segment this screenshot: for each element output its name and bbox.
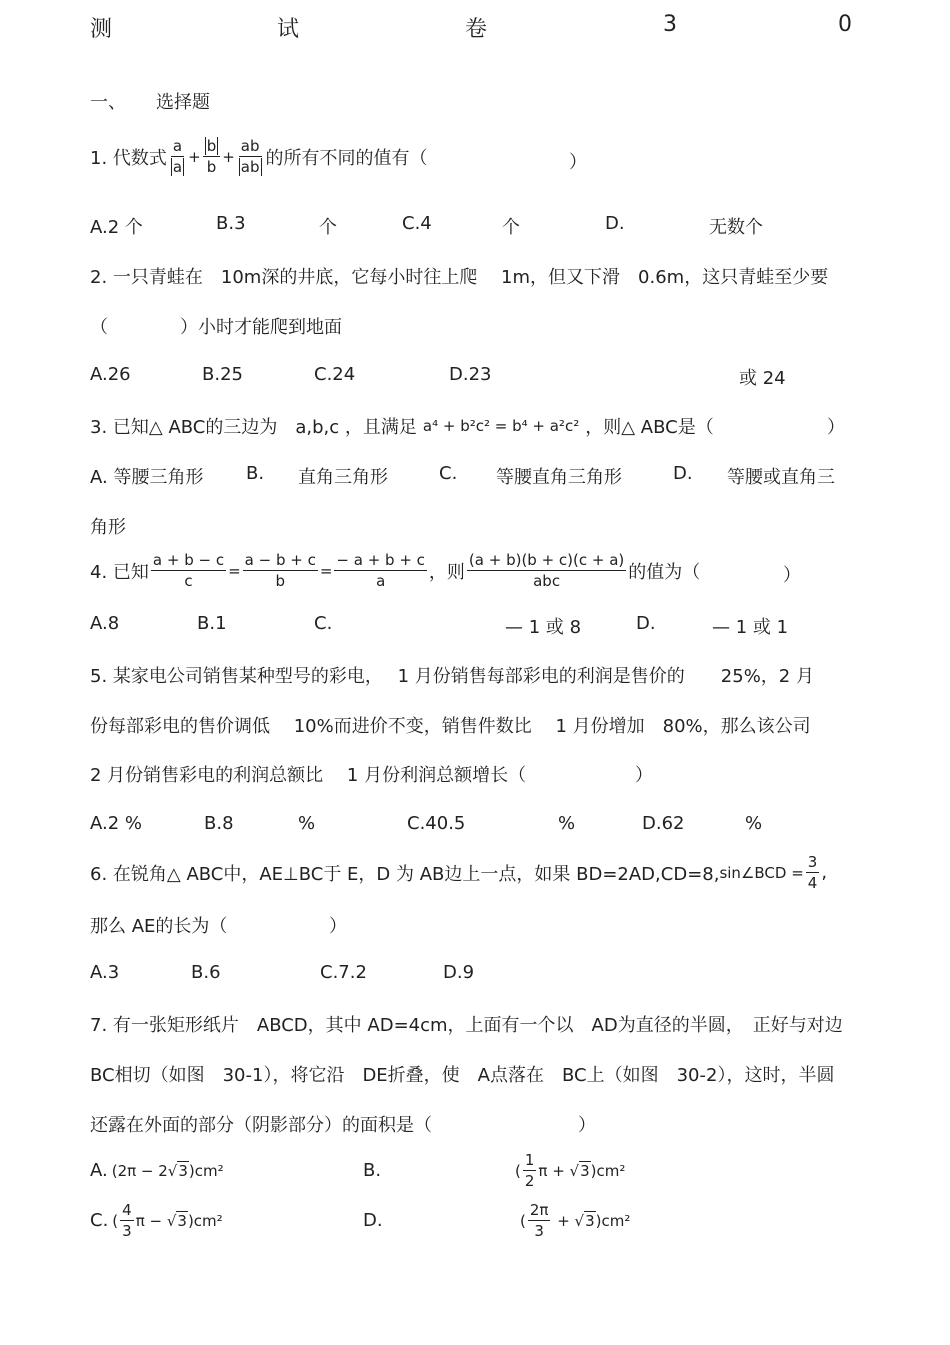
q7-option-b-f-num: 1 — [524, 1151, 535, 1169]
q1-f2-den: b — [206, 158, 217, 176]
q3-option-b-text: 直角三角形 — [298, 467, 388, 488]
q4-f4-den: abc — [533, 572, 561, 590]
q7-option-d-close: )cm² — [595, 1211, 631, 1230]
q7-line-2: BC相切（如图 30-1），将它沿 DE折叠，使 A点落在 BC上（如图 30-2），这时，半圆 — [90, 1065, 835, 1086]
q4-f2-num: a − b + c — [244, 551, 316, 569]
q7-option-b-open: ( — [515, 1161, 521, 1180]
q4-fraction-2 — [243, 550, 318, 591]
q5-close-paren: ） — [635, 765, 653, 786]
q3-suffix: ，则△ ABC是（ — [585, 417, 714, 438]
q7-option-d-open: ( — [520, 1211, 526, 1230]
q4-equals-1: = — [228, 561, 241, 580]
q6-option-a: A.3 — [90, 962, 120, 983]
q1-fraction-1 — [169, 136, 186, 177]
q2-option-a: A.26 — [90, 364, 131, 385]
q5-line-2: 份每部彩电的售价调低 10%而进价不变，销售件数比 1 月份增加 80%，那么该公司 — [90, 716, 811, 737]
question-1 — [90, 136, 428, 177]
q7-option-a-radicand: 3 — [178, 1162, 188, 1180]
q7-option-c-fraction — [120, 1200, 134, 1241]
q4-fraction-1 — [151, 550, 226, 591]
q4-option-d-text: — 1 或 1 — [712, 617, 789, 638]
q1-plus-2: + — [222, 147, 235, 166]
q7-option-c-label: C. — [90, 1210, 109, 1231]
q7-option-d-fraction — [528, 1200, 551, 1241]
q4-option-d: D. — [636, 613, 656, 634]
title-char-1: 测 — [90, 17, 113, 42]
q6-option-c: C.7.2 — [320, 962, 367, 983]
q6-f-num: 3 — [807, 853, 818, 871]
q5-option-b: B.8 — [204, 813, 234, 834]
q3-option-c: C. — [439, 463, 458, 484]
q1-f3-den: ab — [240, 158, 260, 176]
q2-option-b: B.25 — [202, 364, 243, 385]
section-heading: 选择题 — [156, 92, 210, 113]
q7-option-d-radicand: 3 — [585, 1212, 595, 1230]
q7-option-b-fraction — [523, 1150, 537, 1191]
q1-suffix: 的所有不同的值有（ — [265, 147, 428, 169]
q4-suffix: 的值为（ — [628, 561, 701, 583]
q4-option-c-text: — 1 或 8 — [505, 617, 582, 638]
q7-option-b: ( $\frac{1}{2}$ π + √ 3 )cm² — [515, 1151, 626, 1190]
q5-option-a: A.2 % — [90, 813, 142, 834]
q7-option-d-f-den: 3 — [534, 1222, 544, 1240]
q1-option-d-text: 无数个 — [709, 217, 763, 238]
q1-option-b: B.3 — [216, 213, 246, 234]
q7-option-a: A. (2π − 2 √ 3 )cm² — [90, 1160, 224, 1181]
q6-comma: , — [821, 862, 828, 883]
q3-prefix: 3. 已知△ ABC的三边为 a,b,c ，且满足 — [90, 417, 417, 438]
q4-f3-den: a — [376, 572, 386, 590]
q1-option-d: D. — [605, 213, 625, 234]
q3-option-c-text: 等腰直角三角形 — [496, 467, 622, 488]
q7-option-c-radicand: 3 — [177, 1212, 187, 1230]
q4-prefix: 4. 已知 — [90, 561, 149, 583]
q7-option-c-f-num: 4 — [122, 1201, 132, 1219]
q2-option-d-text: 或 24 — [739, 368, 786, 389]
q1-fraction-3 — [237, 136, 264, 177]
q1-option-b-unit: 个 — [319, 217, 337, 238]
q3-option-d: D. — [673, 463, 693, 484]
q4-f1-num: a + b − c — [152, 551, 225, 569]
q1-close-paren: ） — [569, 152, 587, 173]
q7-line-1: 7. 有一张矩形纸片 ABCD，其中 AD=4cm，上面有一个以 AD为直径的半圆， 正好与对边 — [90, 1015, 843, 1036]
q7-option-c: C. ( $\frac{4}{3}$ π − √ 3 )cm² — [90, 1201, 223, 1240]
q3-option-d-continued: 角形 — [90, 517, 126, 538]
q2-option-d: D.23 — [449, 364, 492, 385]
q1-f2-num: b — [206, 137, 217, 155]
q1-option-c-unit: 个 — [502, 217, 520, 238]
q7-option-c-mid: π − — [135, 1211, 167, 1230]
q2-line-2: （ ）小时才能爬到地面 — [90, 317, 342, 338]
q7-option-c-close: )cm² — [187, 1211, 223, 1230]
q4-mid: ，则 — [428, 561, 465, 583]
q4-equals-2: = — [319, 561, 333, 580]
section-number: 一、 — [90, 92, 126, 113]
q7-option-b-radicand: 3 — [580, 1162, 590, 1180]
q4-f2-den: b — [275, 572, 285, 590]
q3-option-a: A. 等腰三角形 — [90, 467, 204, 488]
q4-close-paren: ） — [783, 565, 801, 586]
q7-line-3: 还露在外面的部分（阴影部分）的面积是（ — [90, 1115, 432, 1136]
q1-option-c: C.4 — [402, 213, 432, 234]
q1-option-a: A.2 个 — [90, 217, 143, 238]
q5-option-b-unit: % — [298, 813, 316, 834]
q2-line-1: 2. 一只青蛙在 10m深的井底，它每小时往上爬 1m，但又下滑 0.6m，这只青蛙至少要 — [90, 267, 829, 288]
q4-fraction-4 — [467, 550, 626, 591]
q7-option-a-expr-1: (2π − 2 — [111, 1161, 168, 1180]
q5-option-d: D.62 — [642, 813, 685, 834]
q5-line-1: 5. 某家电公司销售某种型号的彩电， 1 月份销售每部彩电的利润是售价的 25%，2 月 — [90, 666, 814, 687]
q1-prefix: 1. 代数式 — [90, 147, 167, 169]
q1-plus-1: + — [188, 147, 201, 166]
q4-f4-num: (a + b)(b + c)(c + a) — [468, 551, 625, 569]
q6-line-1: 6. 在锐角△ ABC中，AE⊥BC于 E，D 为 AB边上一点，如果 BD=2AD,CD=8, — [90, 863, 720, 885]
q4-fraction-3 — [334, 550, 427, 591]
q6-option-d: D.9 — [443, 962, 475, 983]
q7-option-c-open: ( — [112, 1211, 119, 1230]
q6-f-den: 4 — [807, 874, 818, 892]
q1-f1-num: a — [172, 137, 183, 155]
q7-option-d: ( $\frac{2\pi}{3}$ + √ 3 )cm² — [520, 1201, 631, 1240]
q1-f3-num: ab — [240, 137, 260, 155]
q7-close-paren: ） — [578, 1115, 596, 1136]
q7-option-d-label: D. — [363, 1210, 383, 1231]
q1-fraction-2 — [203, 136, 221, 177]
q7-option-c-f-den: 3 — [122, 1222, 132, 1240]
q5-option-c-unit: % — [558, 813, 576, 834]
q3-option-d-text: 等腰或直角三 — [727, 467, 835, 488]
question-6 — [90, 852, 827, 893]
q3-option-b: B. — [246, 463, 265, 484]
q3-close-paren: ） — [827, 417, 845, 438]
q6-fraction — [806, 852, 820, 893]
q4-option-b: B.1 — [197, 613, 227, 634]
q5-line-3: 2 月份销售彩电的利润总额比 1 月份利润总额增长（ — [90, 765, 527, 786]
q6-sin: sin∠BCD = — [719, 863, 804, 882]
title-char-5: 0 — [838, 12, 852, 37]
q7-option-b-f-den: 2 — [524, 1172, 535, 1190]
title-char-2: 试 — [277, 17, 300, 42]
q1-f1-den: a — [172, 158, 183, 176]
q7-option-b-close: )cm² — [590, 1161, 626, 1180]
q6-option-b: B.6 — [191, 962, 221, 983]
q4-f1-den: c — [184, 572, 193, 590]
q7-option-d-f-num: 2π — [529, 1201, 549, 1219]
q7-option-b-mid: π + — [538, 1161, 570, 1180]
q4-option-c: C. — [314, 613, 333, 634]
q7-option-d-mid: + — [552, 1211, 575, 1230]
q2-option-c: C.24 — [314, 364, 356, 385]
q6-line-2: 那么 AE的长为（ — [90, 916, 228, 937]
title-char-4: 3 — [663, 12, 677, 37]
question-4 — [90, 550, 700, 591]
q4-option-a: A.8 — [90, 613, 120, 634]
title-char-3: 卷 — [465, 17, 488, 42]
q4-f3-num: − a + b + c — [336, 551, 425, 569]
question-3 — [90, 413, 714, 439]
q7-option-a-expr-2: )cm² — [188, 1161, 224, 1180]
q3-equation: a⁴ + b²c² = b⁴ + a²c² — [422, 417, 580, 435]
q5-option-c: C.40.5 — [407, 813, 466, 834]
q7-option-b-label: B. — [363, 1160, 382, 1181]
q6-close-paren: ） — [329, 916, 347, 937]
q7-option-a-label: A. — [90, 1160, 108, 1181]
q5-option-d-unit: % — [745, 813, 763, 834]
